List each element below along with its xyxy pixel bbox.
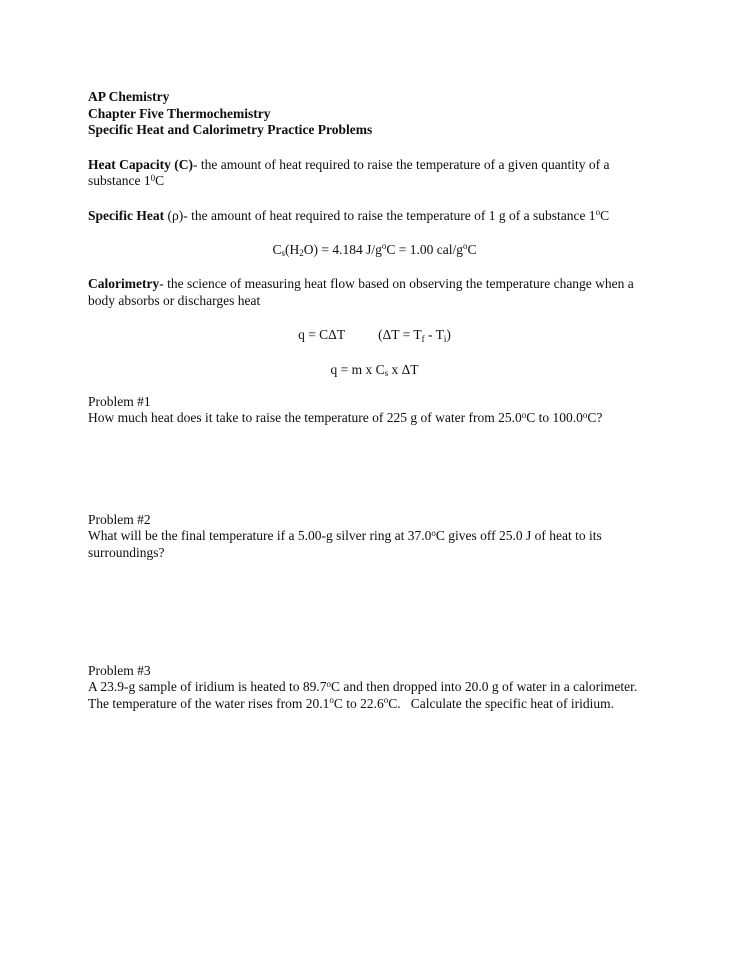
problem-text-part: What will be the final temperature if a 5.00-g silver ring at 37.0	[88, 528, 432, 544]
definition-body: (ρ)- the amount of heat required to raise the temperature of 1 g of a substance 1	[164, 207, 596, 223]
definition-tail: C	[600, 207, 610, 223]
problem-2	[88, 512, 661, 562]
problem-3	[88, 663, 661, 713]
formula-part: C	[467, 241, 477, 257]
definition-term: Calorimetry	[88, 276, 160, 292]
problem-3-label: Problem #3	[88, 662, 151, 678]
subscript: 2	[299, 248, 304, 259]
subscript: s	[384, 368, 389, 379]
subscript: f	[421, 333, 425, 344]
degree-superscript: o	[326, 678, 331, 689]
formula-part: (H	[285, 241, 300, 257]
problem-text-part: C. Calculate the specific heat of iridium.	[388, 695, 614, 711]
problem-text-part: A 23.9-g sample of iridium is heated to 89.7	[88, 679, 327, 695]
degree-superscript: o	[595, 207, 601, 218]
problem-2-text	[88, 528, 661, 561]
formula-part: (ΔT = T	[378, 327, 422, 343]
formula-part: O) = 4.184 J/g	[303, 241, 382, 257]
degree-superscript: o	[383, 695, 389, 706]
header-chapter: Chapter Five Thermochemistry	[88, 105, 271, 121]
problem-text-part: C gives off 25.0 J of heat to its surroundings?	[88, 528, 606, 560]
header-course: AP Chemistry	[88, 89, 170, 104]
superscript: 0	[150, 172, 156, 183]
formula-q-heat-capacity	[88, 327, 661, 344]
problem-1	[88, 394, 661, 427]
definition-tail: C	[155, 173, 165, 189]
document-header	[88, 89, 661, 139]
degree-superscript: o	[582, 409, 588, 420]
problem-2-label: Problem #2	[88, 511, 151, 527]
degree-superscript: o	[431, 527, 436, 538]
formula-part: q = m x C	[330, 361, 385, 377]
definition-body: - the science of measuring heat flow based on observing the temperature change when a body absorbs or discharges heat	[88, 276, 638, 308]
formula-part: C = 1.00 cal/g	[386, 241, 463, 257]
problem-3-text	[88, 679, 661, 712]
subscript: s	[281, 248, 286, 259]
subscript: i	[443, 333, 447, 344]
problem-text-part: C to 22.6	[333, 695, 384, 711]
degree-superscript: o	[521, 409, 527, 420]
definition-body: - the amount of heat required to raise the temperature of a given quantity of a substance 1	[88, 156, 613, 189]
page-title: Specific Heat and Calorimetry Practice Problems	[88, 122, 373, 138]
problem-text-part: C?	[587, 410, 603, 426]
problem-text-part: How much heat does it take to raise the temperature of 225 g of water from 25.0	[88, 410, 522, 426]
definition-specific-heat	[88, 208, 661, 225]
definition-term: Heat Capacity (C)	[88, 156, 193, 172]
formula-part: C	[272, 241, 282, 257]
formula-part: x ΔT	[388, 361, 419, 377]
formula-part: )	[446, 327, 451, 343]
formula-q-specific-heat	[88, 362, 661, 379]
definition-calorimetry	[88, 276, 661, 309]
formula-part: q = CΔT	[298, 327, 346, 343]
degree-superscript: o	[381, 241, 387, 252]
degree-superscript: o	[463, 241, 468, 252]
formula-part: - T	[424, 327, 444, 343]
degree-superscript: o	[329, 695, 334, 706]
definition-heat-capacity	[88, 157, 661, 190]
problem-text-part: C to 100.0	[526, 410, 583, 426]
definition-term: Specific Heat	[88, 207, 165, 223]
problem-1-label: Problem #1	[88, 393, 151, 409]
formula-specific-heat-water	[88, 242, 661, 259]
problem-text-part: C and then dropped into 20.0 g of water in a calorimeter. The temperature of the water rises from 20.1	[88, 679, 648, 711]
problem-1-text	[88, 410, 661, 427]
